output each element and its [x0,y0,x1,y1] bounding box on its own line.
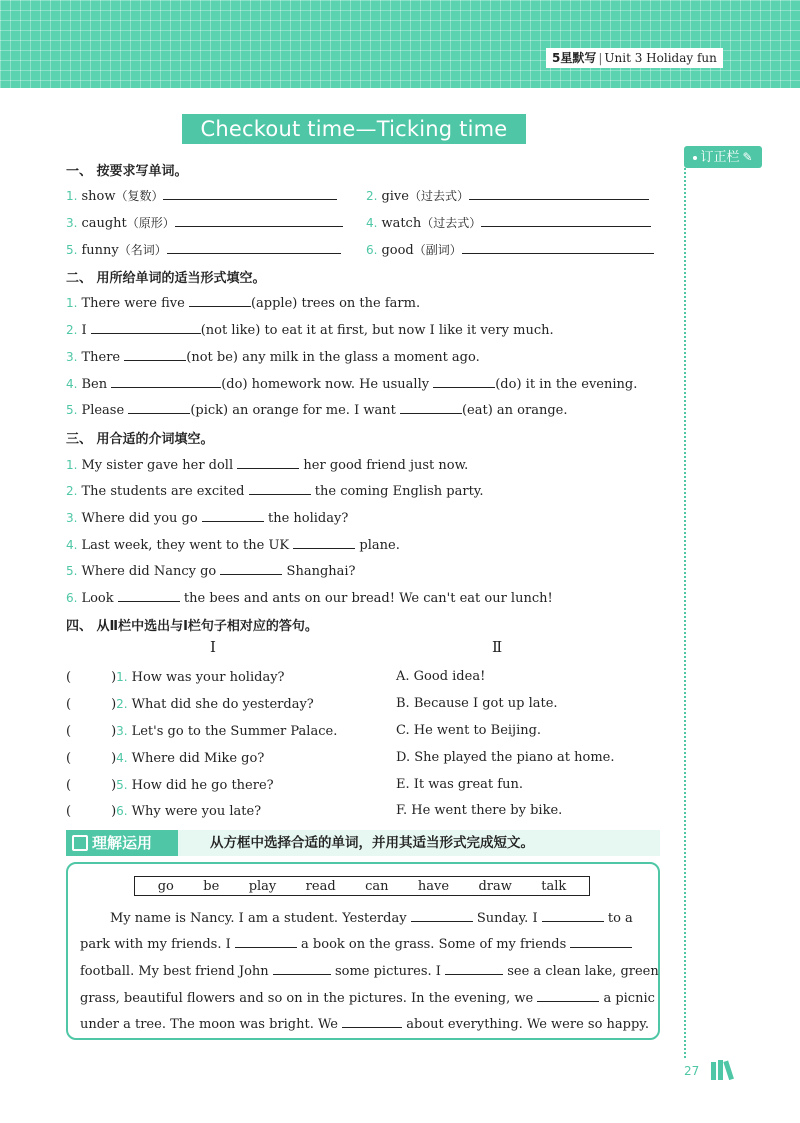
answer-blank[interactable] [175,213,343,227]
s3-item-3: 3. Where did you go the holiday? [66,508,348,528]
passage-line-4: grass, beautiful flowers and so on in the pictures. In the evening, we a picnic [80,988,650,1008]
passage-line-5: under a tree. The moon was bright. We about everything. We were so happy. [80,1014,650,1034]
answer-blank[interactable] [163,186,337,200]
answer-blank[interactable] [462,240,654,254]
unit-label: Unit 3 Holiday fun [604,51,717,65]
answer-blank[interactable] [481,213,651,227]
word-bank [134,876,590,896]
s4-right-b: B. Because I got up late. [396,696,558,711]
answer-blank[interactable] [235,934,297,948]
answer-blank[interactable] [469,186,649,200]
passage-line-1: My name is Nancy. I am a student. Yesterday Sunday. I to a [80,908,650,928]
answer-blank[interactable] [542,908,604,922]
section1-heading: 一、 按要求写单词。 [66,164,188,179]
answer-blank[interactable] [537,988,599,1002]
s4-left-2: ( )2. What did she do yesterday? [66,697,314,712]
books-icon [710,1058,736,1080]
answer-blank[interactable] [411,908,473,922]
answer-blank[interactable] [91,320,201,334]
s3-item-5: 5. Where did Nancy go Shanghai? [66,561,356,581]
word-bank-item: be [203,878,220,894]
s1-item-4: 4. watch（过去式） [366,213,651,233]
s4-left-1: ( )1. How was your holiday? [66,670,285,685]
passage-line-2: park with my friends. I a book on the grass. Some of my friends [80,934,650,954]
understanding-instruction: 从方框中选择合适的单词，并用其适当形式完成短文。 [210,835,534,851]
s1-item-6: 6. good（副词） [366,240,654,260]
s1-item-3: 3. caught（原形） [66,213,343,233]
answer-blank[interactable] [273,961,331,975]
s4-left-4: ( )4. Where did Mike go? [66,751,265,766]
answer-blank[interactable] [167,240,341,254]
column-2-header: Ⅱ [492,638,503,656]
word-bank-item: play [248,878,277,894]
correction-column [684,168,686,1058]
s4-right-c: C. He went to Beijing. [396,723,542,738]
section3-heading: 三、 用合适的介词填空。 [66,432,214,447]
page-number: 27 [684,1064,700,1078]
answer-blank[interactable] [293,535,355,549]
s2-item-2: 2. I (not like) to eat it at first, but now I like it very much. [66,320,554,340]
word-bank-item: talk [541,878,567,894]
correction-label: 订正栏 [700,150,740,165]
answer-blank[interactable] [124,347,186,361]
note-icon [72,835,88,851]
s4-left-6: ( )6. Why were you late? [66,804,262,819]
s2-item-1: 1. There were five (apple) trees on the farm. [66,293,420,313]
s1-item-2: 2. give（过去式） [366,186,649,206]
answer-blank[interactable] [237,455,299,469]
unit-tag: 5星默写 | Unit 3 Holiday fun [546,48,723,68]
answer-blank[interactable] [189,293,251,307]
s2-item-3: 3. There (not be) any milk in the glass a moment ago. [66,347,480,367]
word-bank-item: go [157,878,174,894]
answer-blank[interactable] [118,588,180,602]
header-band [0,0,800,88]
answer-blank[interactable] [249,481,311,495]
pencil-icon: ✎ [742,150,753,164]
dot-icon [693,156,697,160]
answer-blank[interactable] [445,961,503,975]
answer-blank[interactable] [433,374,495,388]
answer-blank[interactable] [128,400,190,414]
s1-item-5: 5. funny（名词） [66,240,341,260]
s1-item-1: 1. show（复数） [66,186,337,206]
word-bank-item: have [417,878,450,894]
s3-item-1: 1. My sister gave her doll her good friend just now. [66,455,468,475]
word-bank-item: draw [478,878,512,894]
word-bank-item: can [365,878,389,894]
brand-label: 5星默写 [552,51,597,65]
s4-left-3: ( )3. Let's go to the Summer Palace. [66,724,338,739]
s4-right-e: E. It was great fun. [396,777,523,792]
section2-heading: 二、 用所给单词的适当形式填空。 [66,271,266,286]
answer-blank[interactable] [111,374,221,388]
s4-left-5: ( )5. How did he go there? [66,778,274,793]
answer-blank[interactable] [220,561,282,575]
s4-right-f: F. He went there by bike. [396,803,563,818]
answer-blank[interactable] [342,1014,402,1028]
answer-blank[interactable] [400,400,462,414]
s3-item-4: 4. Last week, they went to the UK plane. [66,535,400,555]
correction-tag [684,146,762,168]
s3-item-2: 2. The students are excited the coming English party. [66,481,484,501]
s3-item-6: 6. Look the bees and ants on our bread! We can't eat our lunch! [66,588,553,608]
s4-right-a: A. Good idea! [396,669,486,684]
s2-item-4: 4. Ben (do) homework now. He usually (do) it in the evening. [66,374,637,394]
understanding-tag: 理解运用 [66,830,178,856]
page-title: Checkout time—Ticking time [182,114,526,144]
s2-item-5: 5. Please (pick) an orange for me. I want (eat) an orange. [66,400,567,420]
word-bank-item: read [305,878,336,894]
section4-heading: 四、 从Ⅱ栏中选出与Ⅰ栏句子相对应的答句。 [66,619,318,634]
s4-right-d: D. She played the piano at home. [396,750,615,765]
passage-line-3: football. My best friend John some pictures. I see a clean lake, green [80,961,650,981]
answer-blank[interactable] [570,934,632,948]
column-1-header: Ⅰ [210,638,216,656]
answer-blank[interactable] [202,508,264,522]
